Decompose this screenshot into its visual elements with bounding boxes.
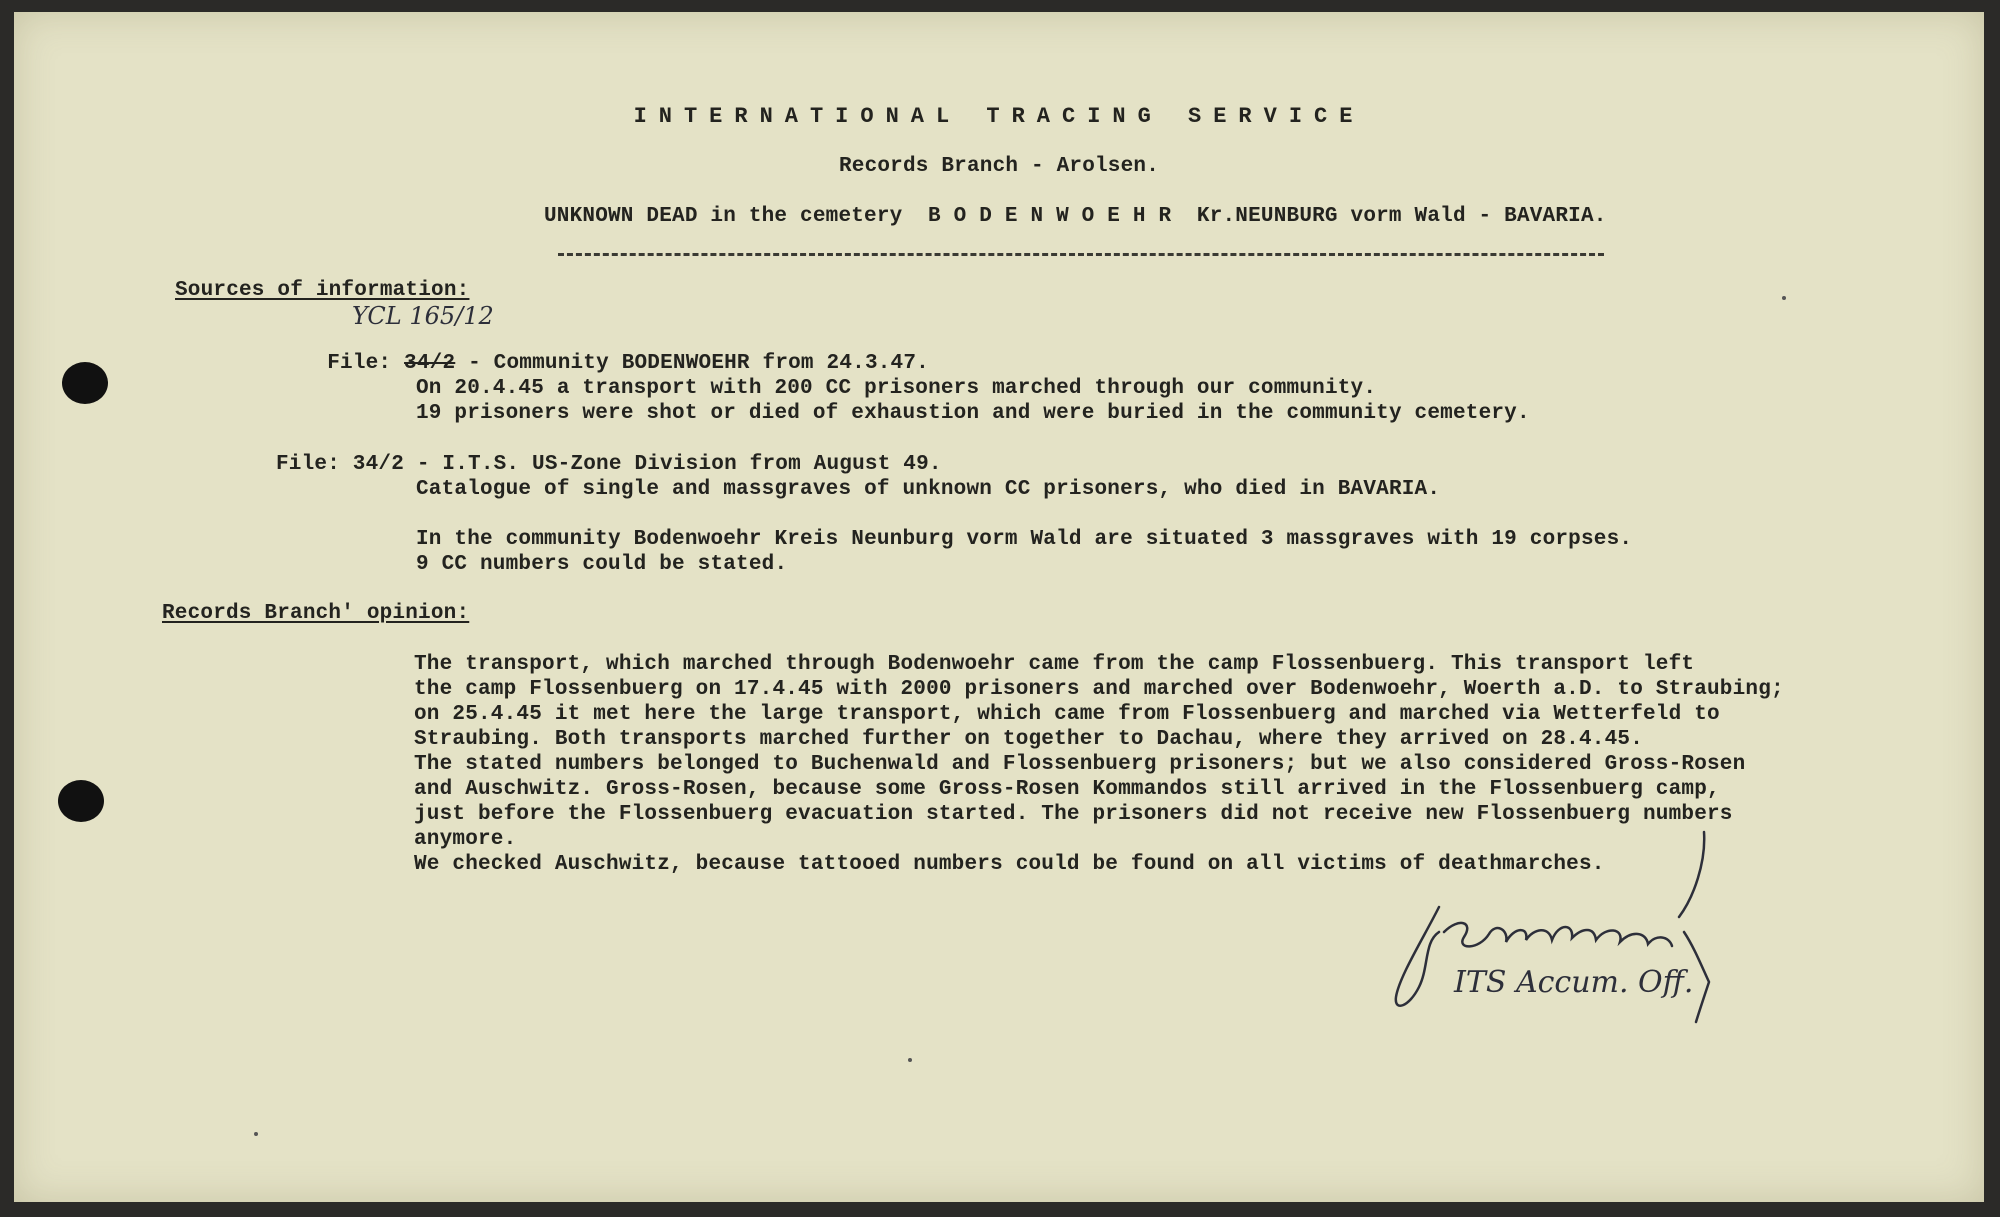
file1-struck-number: 34/2 (404, 352, 456, 375)
punch-hole (58, 780, 104, 822)
document-subject: UNKNOWN DEAD in the cemetery B O D E N W O E H R Kr.NEUNBURG vorm Wald - BAVARIA. (544, 205, 1607, 228)
org-title: INTERNATIONAL TRACING SERVICE (633, 104, 1365, 129)
file1-text: - Community BODENWOEHR from 24.3.47. (468, 352, 929, 375)
paper-speck (254, 1132, 258, 1136)
paper-speck (908, 1058, 912, 1062)
opinion-line: and Auschwitz. Gross-Rosen, because some Gross-Rosen Kommandos still arrived in the Flossenbuerg camp, (414, 778, 1720, 801)
subject-divider (558, 253, 1604, 256)
opinion-heading: Records Branch' opinion: (162, 602, 470, 625)
file1-prefix: File: (327, 352, 392, 375)
file2-line: File: 34/2 - I.T.S. US-Zone Division from August 49. (276, 453, 942, 476)
handwritten-file-number: YCL 165/12 (352, 302, 494, 330)
sources-heading: Sources of information: (175, 279, 470, 302)
opinion-line: We checked Auschwitz, because tattooed numbers could be found on all victims of deathmarches. (414, 853, 1605, 876)
opinion-line: on 25.4.45 it met here the large transport, which came from Flossenbuerg and marched via Wetterfeld to (414, 703, 1720, 726)
file1-body-line: On 20.4.45 a transport with 200 CC prisoners marched through our community. (416, 377, 1377, 400)
paper-speck (1782, 296, 1786, 300)
document-card (14, 12, 1984, 1202)
branch-subtitle: Records Branch - Arolsen. (838, 155, 1160, 178)
opinion-line: The stated numbers belonged to Buchenwald and Flossenbuerg prisoners; but we also considered Gross-Rosen (414, 753, 1746, 776)
opinion-line: Straubing. Both transports marched further on together to Dachau, where they arrived on 28.4.45. (414, 728, 1643, 751)
punch-hole (62, 362, 108, 404)
handwritten-signature-icon (1384, 822, 1744, 1042)
opinion-line: the camp Flossenbuerg on 17.4.45 with 2000 prisoners and marched over Bodenwoehr, Woerth a.D. to Straubing; (414, 678, 1784, 701)
opinion-line: just before the Flossenbuerg evacuation started. The prisoners did not receive new Flossenbuerg numbers (414, 803, 1733, 826)
file2-body-line: 9 CC numbers could be stated. (416, 553, 788, 576)
opinion-line: anymore. (414, 828, 517, 851)
file1-body-line: 19 prisoners were shot or died of exhaustion and were buried in the community cemetery. (416, 402, 1530, 425)
opinion-line: The transport, which marched through Bodenwoehr came from the camp Flossenbuerg. This transport left (414, 653, 1695, 676)
file2-subline: Catalogue of single and massgraves of unknown CC prisoners, who died in BAVARIA. (416, 478, 1441, 501)
signature-title: ITS Accum. Off. (1454, 965, 1694, 1000)
file2-body-line: In the community Bodenwoehr Kreis Neunburg vorm Wald are situated 3 massgraves with 19 corpses. (416, 528, 1633, 551)
